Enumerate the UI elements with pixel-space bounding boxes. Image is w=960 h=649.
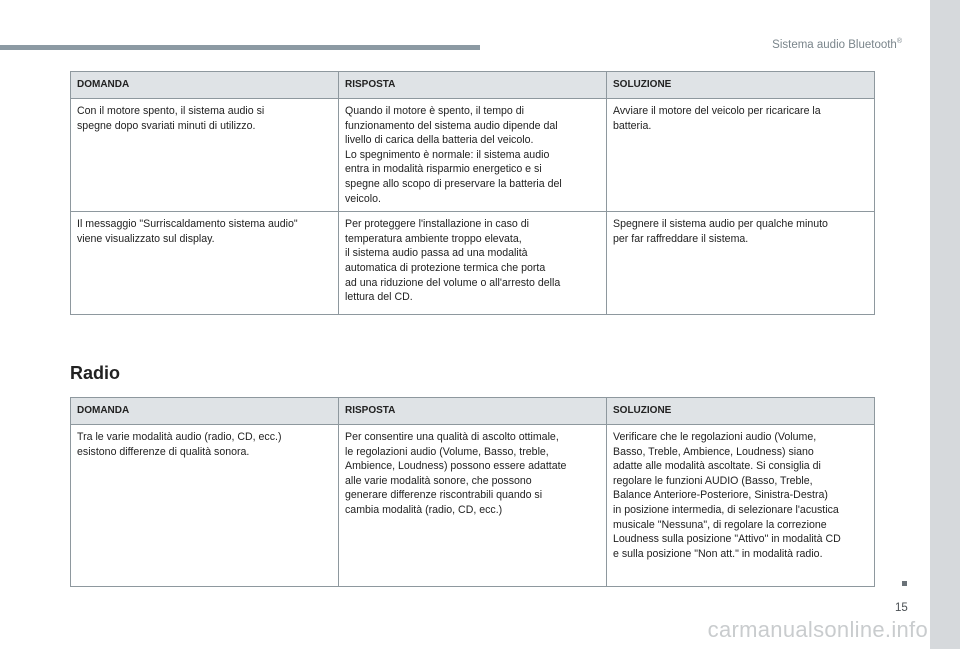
cell-domanda: Il messaggio "Surriscaldamento sistema audio" viene visualizzato sul display. <box>71 212 339 315</box>
table-row <box>71 212 875 315</box>
section-title-radio: Radio <box>70 363 121 383</box>
troubleshooting-table-general <box>70 71 875 315</box>
cell-soluzione: Verificare che le regolazioni audio (Volume, Basso, Treble, Ambience, Loudness) siano adatte alle modalità ascoltate. Si consiglia di regolare le funzioni AUDIO (Basso, Treble, Balance Anteriore-Posteriore, Sinistra-Destra) in posizione intermedia, di selezionare l'acustica musicale "Nessuna", di regolare la correzione Loudness sulla posizione "Attivo" in modalità CD e sulla posizione "Non att." in modalità radio. <box>607 425 875 587</box>
column-header-domanda: DOMANDA <box>71 72 339 99</box>
cell-soluzione: Spegnere il sistema audio per qualche minuto per far raffreddare il sistema. <box>607 212 875 315</box>
table-header-row <box>71 72 875 99</box>
watermark: carmanualsonline.info <box>707 617 928 642</box>
cell-soluzione: Avviare il motore del veicolo per ricaricare la batteria. <box>607 99 875 212</box>
page-edge-band <box>930 0 960 649</box>
page-header-title <box>772 38 902 51</box>
column-header-risposta: RISPOSTA <box>339 72 607 99</box>
column-header-domanda: DOMANDA <box>71 398 339 425</box>
table-header-row <box>71 398 875 425</box>
page-number: 15 <box>895 602 908 614</box>
cell-risposta: Per consentire una qualità di ascolto ottimale, le regolazioni audio (Volume, Basso, treble, Ambience, Loudness) possono essere adattate alle varie modalità sonore, che possono generare differenze riscontrabili quando si cambia modalità (radio, CD, ecc.) <box>339 425 607 587</box>
cell-risposta: Quando il motore è spento, il tempo di funzionamento del sistema audio dipende dal livello di carica della batteria del veicolo. Lo spegnimento è normale: il sistema audio entra in modalità risparmio energetico e si spegne allo scopo di preservare la batteria del veicolo. <box>339 99 607 212</box>
header-rule <box>0 45 480 50</box>
column-header-soluzione: SOLUZIONE <box>607 72 875 99</box>
column-header-soluzione: SOLUZIONE <box>607 398 875 425</box>
troubleshooting-table-radio <box>70 397 875 587</box>
header-title-text: Sistema audio Bluetooth <box>772 38 897 51</box>
page-marker <box>902 581 907 586</box>
cell-risposta: Per proteggere l'installazione in caso di temperatura ambiente troppo elevata, il sistema audio passa ad una modalità automatica di protezione termica che porta ad una riduzione del volume o all'arresto della lettura del CD. <box>339 212 607 315</box>
cell-domanda: Tra le varie modalità audio (radio, CD, ecc.) esistono differenze di qualità sonora. <box>71 425 339 587</box>
registered-mark: ® <box>896 38 902 45</box>
cell-domanda: Con il motore spento, il sistema audio si spegne dopo svariati minuti di utilizzo. <box>71 99 339 212</box>
column-header-risposta: RISPOSTA <box>339 398 607 425</box>
table-row <box>71 99 875 212</box>
table-row <box>71 425 875 587</box>
